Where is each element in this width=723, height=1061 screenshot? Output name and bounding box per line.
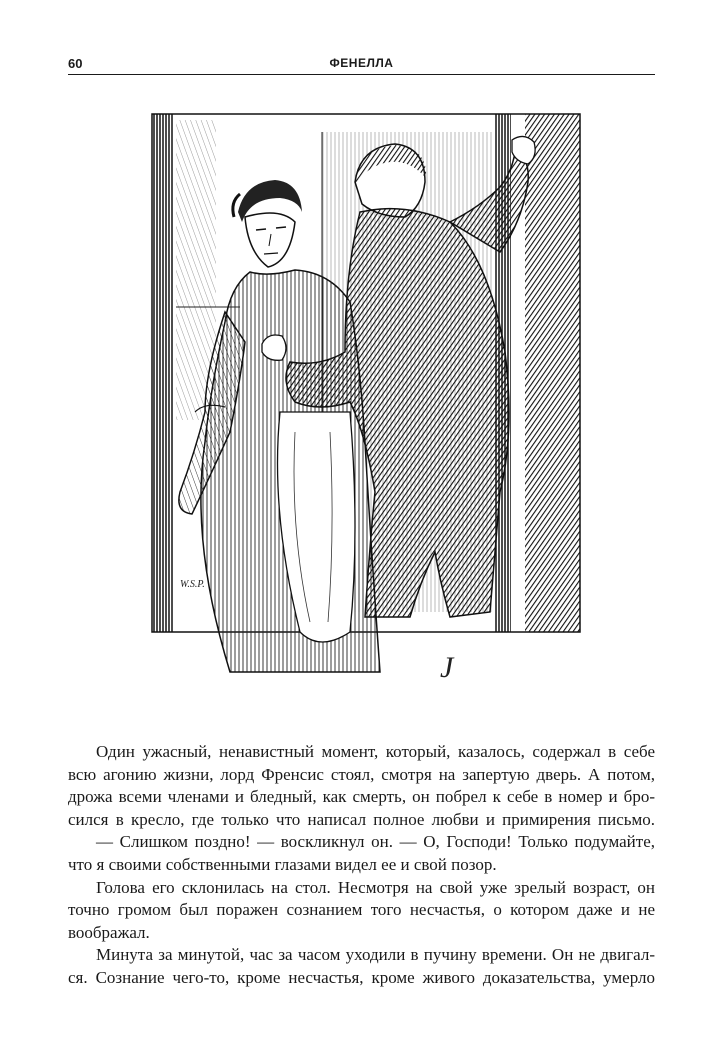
text-line: дрожа всеми членами и бледный, как смерть, он побрел к себе в номер и бро- bbox=[68, 787, 655, 807]
text-line: всю агонию жизни, лорд Френсис стоял, смотря на запертую дверь. А потом, bbox=[68, 764, 655, 784]
text-line: Голова его склонилась на стол. Несмотря на свой уже зрелый возраст, он bbox=[96, 877, 655, 897]
text-line: ся. Сознание чего-то, кроме несчастья, кроме живого доказательства, умерло bbox=[68, 967, 655, 987]
signature-left: W.S.P. bbox=[180, 579, 205, 590]
text-line: сился в кресло, где только что написал полное любви и примирения письмо. bbox=[68, 809, 655, 829]
text-line: Минута за минутой, час за часом уходили в пучину времени. Он не двигал- bbox=[96, 945, 655, 965]
page-number: 60 bbox=[68, 56, 83, 71]
monogram-right: J bbox=[440, 651, 454, 684]
page-header bbox=[68, 56, 655, 75]
text-line: что я своими собственными глазами видел ее и свой позор. bbox=[68, 854, 497, 874]
engraving-illustration bbox=[150, 112, 582, 712]
text-line: воображал. bbox=[68, 922, 150, 942]
text-line: точно громом был поражен сознанием того несчастья, о котором даже и не bbox=[68, 900, 655, 920]
running-title: ФЕНЕЛЛА bbox=[329, 56, 394, 70]
text-line: Один ужасный, ненавистный момент, который, казалось, содержал в себе bbox=[96, 742, 655, 761]
text-line: — Слишком поздно! — воскликнул он. — О, Господи! Только подумайте, bbox=[96, 832, 655, 852]
body-text bbox=[68, 741, 655, 990]
